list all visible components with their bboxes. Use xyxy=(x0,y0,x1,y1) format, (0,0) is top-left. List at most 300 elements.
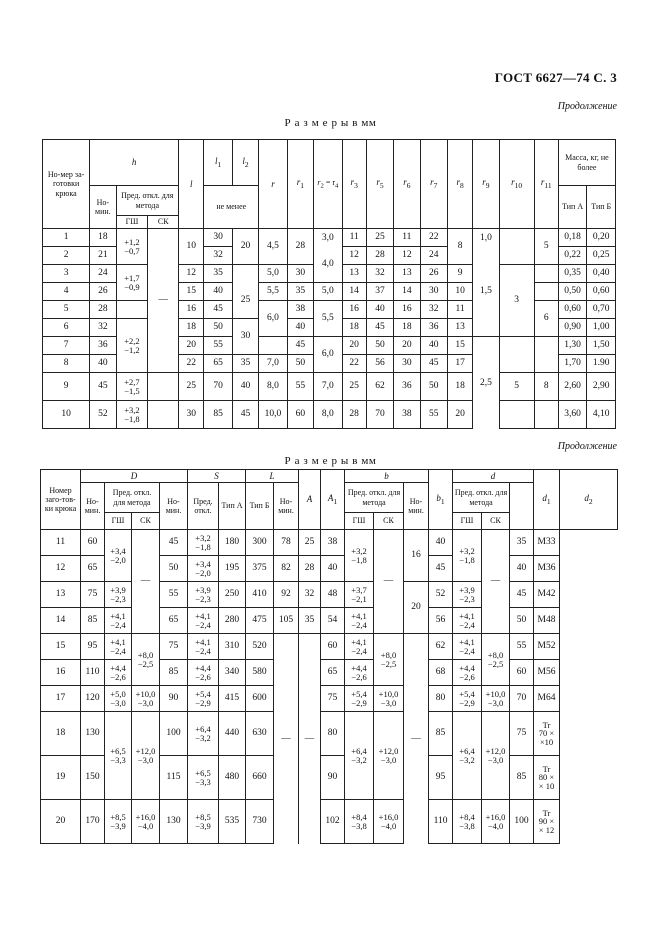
cell-LA: 440 xyxy=(219,712,246,756)
cell-r7: 22 xyxy=(420,229,447,247)
cell-LB: 630 xyxy=(246,712,274,756)
cell-mass-a: 0,35 xyxy=(558,265,587,283)
cell-LB: 410 xyxy=(246,582,274,608)
cell-A1: — xyxy=(299,634,321,844)
cell-r8: 11 xyxy=(447,301,472,319)
cell-l1: 30 xyxy=(204,229,233,247)
cell-l1: 55 xyxy=(204,337,233,355)
cell-r5: 28 xyxy=(366,247,393,265)
cell-r7: 50 xyxy=(420,373,447,401)
cell-A: 78 xyxy=(274,530,299,556)
cell-r24: 5,5 xyxy=(314,301,343,337)
col2-b-sk: СК xyxy=(374,513,404,530)
cell-r3: 22 xyxy=(342,355,366,373)
cell-r24: 8,0 xyxy=(314,401,343,429)
cell-A1: 28 xyxy=(299,556,321,582)
row-num: 4 xyxy=(43,283,90,301)
cell-b-gsh: +5,4 −2,9 xyxy=(345,686,374,712)
col2-L-tipA: Тип А xyxy=(219,483,246,530)
cell-D: 110 xyxy=(81,660,105,686)
col-l2: l xyxy=(242,155,245,166)
col-r9: r xyxy=(482,177,486,188)
cell-d1: 85 xyxy=(510,756,534,800)
cell-mass-a: 0,18 xyxy=(558,229,587,247)
cell-l2: 30 xyxy=(232,319,258,355)
cell-h: 52 xyxy=(90,401,116,429)
cell-r1: 28 xyxy=(287,229,313,265)
cell-S-dev: +4,1 −2,4 xyxy=(188,634,219,660)
col-nemenee: не менее xyxy=(204,186,259,229)
cell-d1: 40 xyxy=(510,556,534,582)
cell-b: 54 xyxy=(321,608,345,634)
cell-A: 105 xyxy=(274,608,299,634)
cell-d1: 75 xyxy=(510,712,534,756)
cell-b-gsh: +4,1 −2,4 xyxy=(345,608,374,634)
cell-D-gsh: +3,9 −2,3 xyxy=(105,582,132,608)
cell-r11-blank xyxy=(534,283,558,301)
cell-mass-b: 0,60 xyxy=(587,283,616,301)
cell-r10: 5 xyxy=(499,373,534,401)
cell-A: 82 xyxy=(274,556,299,582)
cell-l: 25 xyxy=(179,373,204,401)
cell-r10: 3 xyxy=(499,265,534,337)
cell-b: 38 xyxy=(321,530,345,556)
cell-l1: 32 xyxy=(204,247,233,265)
cell-r: 8,0 xyxy=(259,373,288,401)
cell-mass-b: 0,70 xyxy=(587,301,616,319)
cell-b-gsh: +3,7 −2,1 xyxy=(345,582,374,608)
col2-A1: A xyxy=(327,492,334,503)
cell-d-gsh: +4,1 −2,4 xyxy=(453,608,482,634)
cell-l1: 65 xyxy=(204,355,233,373)
row-num: 15 xyxy=(41,634,81,660)
cell-h-sk: — xyxy=(148,229,179,373)
cell-r7: 26 xyxy=(420,265,447,283)
cell-r6: 36 xyxy=(394,373,420,401)
cell-D: 60 xyxy=(81,530,105,556)
cell-r6: 11 xyxy=(394,229,420,247)
cell-r3: 14 xyxy=(342,283,366,301)
cell-l2: 45 xyxy=(232,401,258,429)
col-r2-sub: 2 xyxy=(320,182,324,190)
cell-b1: 20 xyxy=(404,582,429,634)
col2-b-gsh: ГШ xyxy=(345,513,374,530)
cell-D-gsh: +3,4 −2,0 xyxy=(105,530,132,582)
cell-l2: 40 xyxy=(232,373,258,401)
cell-LB: 375 xyxy=(246,556,274,582)
cell-S: 65 xyxy=(160,608,188,634)
cell-b-sk: +8,0 −2,5 xyxy=(374,634,404,686)
page-header: ГОСТ 6627—74 С. 3 xyxy=(494,70,617,85)
col-r3: r xyxy=(350,177,355,188)
cell-d: 52 xyxy=(429,582,453,608)
cell-r1: 40 xyxy=(287,319,313,337)
cell-l: 20 xyxy=(179,337,204,355)
cell-d1: 70 xyxy=(510,686,534,712)
cell-S: 85 xyxy=(160,660,188,686)
cell-r8: 18 xyxy=(447,373,472,401)
cell-r5: 62 xyxy=(366,373,393,401)
cell-d1: 100 xyxy=(510,800,534,844)
col2-L-tipB: Тип Б xyxy=(246,483,274,530)
cell-h-gsh: +2,7 −1,5 xyxy=(116,373,148,401)
col-r10: r xyxy=(511,177,515,188)
cell-h: 26 xyxy=(90,283,116,301)
cell-l2: 35 xyxy=(232,355,258,373)
cell-b: 80 xyxy=(321,712,345,756)
cell-h-gsh: +2,2 −1,2 xyxy=(116,319,148,373)
col-sk: СК xyxy=(148,216,179,229)
cell-r5: 25 xyxy=(366,229,393,247)
cell-d1: 60 xyxy=(510,660,534,686)
cell-h: 18 xyxy=(90,229,116,247)
cell-r-blank xyxy=(259,337,288,355)
col2-d: d xyxy=(490,470,496,481)
row-num: 2 xyxy=(43,247,90,265)
col2-d2-sub: 2 xyxy=(588,496,593,506)
dimensions-table-2 xyxy=(40,469,618,844)
col2-D-sk: СК xyxy=(132,513,160,530)
cell-l2: 25 xyxy=(232,283,258,319)
continuation-label: Продолжение xyxy=(557,101,617,112)
cell-mass-b: 1.90 xyxy=(587,355,616,373)
cell-d-gsh: +4,4 −2,6 xyxy=(453,660,482,686)
cell-S-dev: +3,2 −1,8 xyxy=(188,530,219,556)
cell-D-gsh: +4,1 −2,4 xyxy=(105,634,132,660)
row-num: 3 xyxy=(43,265,90,283)
cell-mass-a: 3,60 xyxy=(558,401,587,429)
cell-LA: 310 xyxy=(219,634,246,660)
cell-r3: 13 xyxy=(342,265,366,283)
col-r3-sub: 3 xyxy=(354,181,358,191)
cell-r1: 50 xyxy=(287,355,313,373)
cell-r3: 25 xyxy=(342,373,366,401)
row-num: 7 xyxy=(43,337,90,355)
cell-d2: M48 xyxy=(534,608,560,634)
cell-h: 24 xyxy=(90,265,116,283)
cell-l: 16 xyxy=(179,301,204,319)
col2-D: D xyxy=(130,470,138,481)
col2-A1-sub: 1 xyxy=(333,496,338,506)
cell-r1: 45 xyxy=(287,337,313,355)
cell-S-dev: +6,5 −3,3 xyxy=(188,756,219,800)
cell-D-sk: +8,0 −2,5 xyxy=(132,634,160,686)
cell-A1: 32 xyxy=(299,582,321,608)
cell-S-dev: +8,5 −3,9 xyxy=(188,800,219,844)
cell-r5: 45 xyxy=(366,319,393,337)
cell-mass-a: 0,50 xyxy=(558,283,587,301)
cell-l2-blank xyxy=(232,265,258,283)
row-num: 13 xyxy=(41,582,81,608)
col-r10-sub: 10 xyxy=(514,181,523,191)
cell-LA: 535 xyxy=(219,800,246,844)
cell-mass-b: 0,40 xyxy=(587,265,616,283)
cell-r3: 11 xyxy=(342,229,366,247)
cell-D: 130 xyxy=(81,712,105,756)
cell-D: 150 xyxy=(81,756,105,800)
cell-r1: 60 xyxy=(287,401,313,429)
cell-d2: M36 xyxy=(534,556,560,582)
cell-b1: 16 xyxy=(404,530,429,582)
cell-r11-blank xyxy=(534,265,558,283)
cell-r6: 13 xyxy=(394,265,420,283)
cell-mass-a: 0,60 xyxy=(558,301,587,319)
cell-d-gsh: +3,2 −1,8 xyxy=(453,530,482,582)
cell-b: 102 xyxy=(321,800,345,844)
cell-D: 85 xyxy=(81,608,105,634)
cell-S-dev: +3,9 −2,3 xyxy=(188,582,219,608)
cell-D: 170 xyxy=(81,800,105,844)
cell-r8: 13 xyxy=(447,319,472,337)
cell-r8: 10 xyxy=(447,283,472,301)
cell-r24: 4,0 xyxy=(314,247,343,283)
cell-r24: 7,0 xyxy=(314,373,343,401)
cell-mass-b: 2,90 xyxy=(587,373,616,401)
cell-r5: 70 xyxy=(366,401,393,429)
cell-l: 30 xyxy=(179,401,204,429)
cell-A: 92 xyxy=(274,582,299,608)
cell-LA: 180 xyxy=(219,530,246,556)
cell-r3: 28 xyxy=(342,401,366,429)
cell-b-sk: +16,0 −4,0 xyxy=(374,800,404,844)
cell-r: 10,0 xyxy=(259,401,288,429)
cell-LA: 250 xyxy=(219,582,246,608)
cell-h-sk-blank xyxy=(148,373,179,401)
cell-h-gsh: +1,7 −0,9 xyxy=(116,265,148,301)
cell-r9: 2,5 xyxy=(473,337,499,429)
cell-d: 85 xyxy=(429,712,453,756)
cell-LB: 580 xyxy=(246,660,274,686)
cell-d2: M64 xyxy=(534,686,560,712)
cell-LA: 480 xyxy=(219,756,246,800)
col-r5-sub: 5 xyxy=(379,181,384,191)
col2-d1: d xyxy=(542,492,547,503)
cell-LB: 730 xyxy=(246,800,274,844)
cell-mass-b: 1,50 xyxy=(587,337,616,355)
cell-r11: 6 xyxy=(534,301,558,337)
cell-S-dev: +4,4 −2,6 xyxy=(188,660,219,686)
cell-LB: 475 xyxy=(246,608,274,634)
cell-r6: 16 xyxy=(394,301,420,319)
col-r5: r xyxy=(376,177,380,188)
row-num: 17 xyxy=(41,686,81,712)
cell-r24: 3,0 xyxy=(314,229,343,247)
col-l1-sub: 1 xyxy=(217,159,222,169)
continuation-label-2: Продолжение xyxy=(557,441,617,452)
cell-D-sk: — xyxy=(132,530,160,634)
row-num: 5 xyxy=(43,301,90,319)
cell-LA: 340 xyxy=(219,660,246,686)
cell-LB: 600 xyxy=(246,686,274,712)
cell-d: 56 xyxy=(429,608,453,634)
cell-r10-blank xyxy=(499,229,534,265)
col-h-nomin: Но-мин. xyxy=(90,186,116,229)
cell-r: 5,5 xyxy=(259,283,288,301)
cell-S: 100 xyxy=(160,712,188,756)
cell-D-gsh: +4,1 −2,4 xyxy=(105,608,132,634)
cell-l: 12 xyxy=(179,265,204,283)
col-l: l xyxy=(189,178,193,189)
cell-D-gsh: +6,5 −3,3 xyxy=(105,712,132,800)
cell-r11-blank xyxy=(534,401,558,429)
cell-D-gsh: +8,5 −3,9 xyxy=(105,800,132,844)
cell-b: 75 xyxy=(321,686,345,712)
cell-h: 28 xyxy=(90,301,116,319)
cell-mass-b: 1,00 xyxy=(587,319,616,337)
cell-S: 75 xyxy=(160,634,188,660)
col-r6-sub: 6 xyxy=(406,181,411,191)
cell-r6: 14 xyxy=(394,283,420,301)
cell-d-sk: +8,0 −2,5 xyxy=(482,634,510,686)
cell-r7: 45 xyxy=(420,355,447,373)
cell-r3: 16 xyxy=(342,301,366,319)
cell-r: 7,0 xyxy=(259,355,288,373)
cell-LB: 300 xyxy=(246,530,274,556)
cell-l: 18 xyxy=(179,319,204,337)
cell-b-sk: +10,0 −3,0 xyxy=(374,686,404,712)
cell-h: 36 xyxy=(90,337,116,355)
cell-D-sk: +12,0 −3,0 xyxy=(132,712,160,800)
cell-d1: 45 xyxy=(510,582,534,608)
cell-d: 68 xyxy=(429,660,453,686)
col2-S: S xyxy=(214,470,219,481)
cell-r11: 5 xyxy=(534,229,558,265)
cell-h-gsh: +3,2 −1,8 xyxy=(116,401,148,429)
col2-nomer: Номер заго-тов-ки крюка xyxy=(41,470,81,530)
cell-r8: 17 xyxy=(447,355,472,373)
col2-D-pred: Пред. откл. для метода xyxy=(105,483,160,513)
cell-r8: 15 xyxy=(447,337,472,355)
cell-d-gsh: +6,4 −3,2 xyxy=(453,712,482,800)
cell-d: 62 xyxy=(429,634,453,660)
col-gsh: ГШ xyxy=(116,216,148,229)
col-r8-sub: 8 xyxy=(459,181,464,191)
col2-A: A xyxy=(306,494,313,505)
cell-LA: 280 xyxy=(219,608,246,634)
row-num: 16 xyxy=(41,660,81,686)
cell-b-gsh: +8,4 −3,8 xyxy=(345,800,374,844)
col-l2-sub: 2 xyxy=(244,159,249,169)
col2-D-gsh: ГШ xyxy=(105,513,132,530)
table-caption-2: Р а з м е р ы в мм xyxy=(284,455,377,467)
col2-S-pred: Пред. откл. xyxy=(188,483,219,530)
cell-S-dev: +3,4 −2,0 xyxy=(188,556,219,582)
cell-r1: 38 xyxy=(287,301,313,319)
cell-r11: 8 xyxy=(534,373,558,401)
cell-A1: 25 xyxy=(299,530,321,556)
row-num: 6 xyxy=(43,319,90,337)
cell-d-sk: +10,0 −3,0 xyxy=(482,686,510,712)
col-mass: Масса, кг, не более xyxy=(558,140,615,186)
cell-A: — xyxy=(274,634,299,844)
cell-h: 32 xyxy=(90,319,116,337)
col-r7: r xyxy=(430,177,434,188)
cell-S: 50 xyxy=(160,556,188,582)
cell-r9: 1,5 xyxy=(473,247,499,337)
col2-d-sk: СК xyxy=(482,513,510,530)
cell-mass-a: 1,30 xyxy=(558,337,587,355)
cell-d: 95 xyxy=(429,756,453,800)
row-num: 20 xyxy=(41,800,81,844)
cell-r5: 37 xyxy=(366,283,393,301)
cell-d2: M42 xyxy=(534,582,560,608)
cell-l1: 35 xyxy=(204,265,233,283)
cell-d-sk: +16,0 −4,0 xyxy=(482,800,510,844)
cell-d-gsh: +4,1 −2,4 xyxy=(453,634,482,660)
cell-d2: M33 xyxy=(534,530,560,556)
cell-d2: M52 xyxy=(534,634,560,660)
cell-S: 90 xyxy=(160,686,188,712)
cell-l1: 85 xyxy=(204,401,233,429)
cell-l1: 40 xyxy=(204,283,233,301)
col-r11-sub: 11 xyxy=(544,181,552,191)
col-nomer: Но-мер за-готовки крюка xyxy=(43,140,90,229)
cell-h: 40 xyxy=(90,355,116,373)
cell-r: 5,0 xyxy=(259,265,288,283)
cell-b-gsh: +4,4 −2,6 xyxy=(345,660,374,686)
cell-r3: 20 xyxy=(342,337,366,355)
cell-l: 10 xyxy=(179,229,204,265)
cell-r8: 20 xyxy=(447,401,472,429)
cell-r7: 55 xyxy=(420,401,447,429)
col-r: r xyxy=(271,178,275,189)
cell-d: 45 xyxy=(429,556,453,582)
cell-D: 65 xyxy=(81,556,105,582)
cell-b-gsh: +3,2 −1,8 xyxy=(345,530,374,582)
cell-r7: 40 xyxy=(420,337,447,355)
cell-mass-a: 0,90 xyxy=(558,319,587,337)
row-num: 19 xyxy=(41,756,81,800)
cell-mass-b: 4,10 xyxy=(587,401,616,429)
cell-r7: 30 xyxy=(420,283,447,301)
col-r11: r xyxy=(540,177,545,188)
cell-LA: 195 xyxy=(219,556,246,582)
cell-d: 80 xyxy=(429,686,453,712)
cell-r5: 32 xyxy=(366,265,393,283)
dimensions-table-1 xyxy=(42,139,616,429)
col-r6: r xyxy=(403,177,407,188)
cell-r7: 24 xyxy=(420,247,447,265)
col-r9-sub: 9 xyxy=(485,181,490,191)
cell-D: 75 xyxy=(81,582,105,608)
cell-l: 22 xyxy=(179,355,204,373)
cell-b: 90 xyxy=(321,756,345,800)
cell-D: 95 xyxy=(81,634,105,660)
row-num: 11 xyxy=(41,530,81,556)
col-l1: l xyxy=(214,155,218,166)
col2-D-nomin: Но-мин. xyxy=(81,483,105,530)
col-r1: r xyxy=(296,177,301,188)
cell-mass-a: 1,70 xyxy=(558,355,587,373)
cell-mass-b: 0,20 xyxy=(587,229,616,247)
cell-h-gsh: +1,2 −0,7 xyxy=(116,229,148,265)
col2-d1-sub: 1 xyxy=(546,496,551,506)
cell-mass-a: 0,22 xyxy=(558,247,587,265)
cell-LB: 660 xyxy=(246,756,274,800)
cell-d-gsh: +3,9 −2,3 xyxy=(453,582,482,608)
cell-r24: 5,0 xyxy=(314,283,343,301)
cell-h-gsh-blank xyxy=(116,301,148,319)
col-tip-b: Тип Б xyxy=(587,186,616,229)
cell-b: 60 xyxy=(321,634,345,660)
cell-d-sk: +12,0 −3,0 xyxy=(482,712,510,800)
cell-S-dev: +5,4 −2,9 xyxy=(188,686,219,712)
col2-d-gsh: ГШ xyxy=(453,513,482,530)
cell-d-sk: — xyxy=(482,530,510,634)
cell-r6: 30 xyxy=(394,355,420,373)
cell-r1: 30 xyxy=(287,265,313,283)
cell-S: 130 xyxy=(160,800,188,844)
